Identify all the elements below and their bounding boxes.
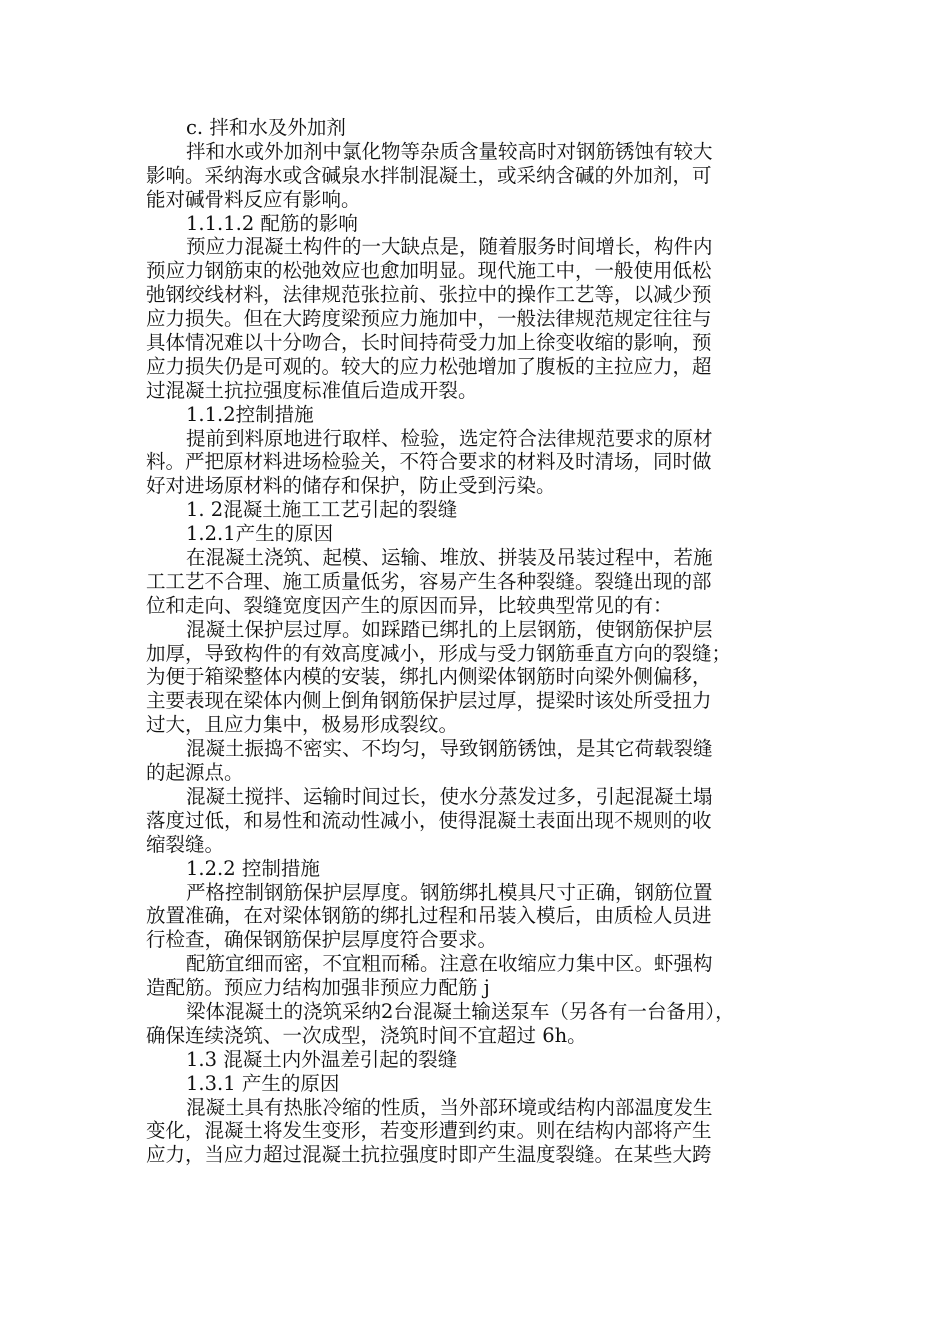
text-line: 拌和水或外加剂中氯化物等杂质含量较高时对钢筋锈蚀有较大 [186, 139, 713, 163]
text-line: 严格控制钢筋保护层厚度。钢筋绑扎模具尺寸正确，钢筋位置 [186, 880, 713, 904]
text-line: 料。严把原材料进场检验关，不符合要求的材料及时清场，同时做 [146, 450, 712, 474]
text-line: 提前到料原地进行取样、检验，选定符合法律规范要求的原材 [186, 426, 713, 450]
text-line: 位和走向、裂缝宽度因产生的原因而异，比较典型常见的有： [146, 593, 673, 617]
text-line: 梁体混凝土的浇筑采纳2台混凝土输送泵车（另各有一台备用）， [186, 999, 735, 1023]
text-line: 预应力钢筋束的松弛效应也愈加明显。现代施工中，一般使用低松 [146, 259, 712, 283]
text-line: 在混凝土浇筑、起模、运输、堆放、拼装及吊装过程中，若施 [186, 546, 713, 570]
text-line: 确保连续浇筑、一次成型，浇筑时间不宜超过 6h。 [146, 1023, 587, 1047]
text-line: 应力，当应力超过混凝土抗拉强度时即产生温度裂缝。在某些大跨 [146, 1143, 712, 1167]
text-line: 混凝土保护层过厚。如踩踏已绑扎的上层钢筋，使钢筋保护层 [186, 617, 713, 641]
text-line: 主要表现在梁体内侧上倒角钢筋保护层过厚，提梁时该处所受扭力 [146, 689, 712, 713]
text-line: 能对碱骨料反应有影响。 [146, 187, 361, 211]
document-body [146, 116, 806, 1167]
text-line: 1.2.1产生的原因 [186, 522, 334, 546]
text-line: 1.1.2控制措施 [186, 402, 314, 426]
text-line: c. 拌和水及外加剂 [186, 116, 346, 139]
text-line: 混凝土具有热胀冷缩的性质，当外部环境或结构内部温度发生 [186, 1095, 713, 1119]
text-line: 缩裂缝。 [146, 832, 225, 856]
text-line: 过大，且应力集中，极易形成裂纹。 [146, 713, 459, 737]
text-line: 混凝土搅拌、运输时间过长，使水分蒸发过多，引起混凝土塌 [186, 784, 713, 808]
text-line: 加厚，导致构件的有效高度减小，形成与受力钢筋垂直方向的裂缝； [146, 641, 732, 665]
text-line: 1.2.2 控制措施 [186, 856, 320, 880]
text-line: 混凝土振捣不密实、不均匀，导致钢筋锈蚀，是其它荷载裂缝 [186, 737, 713, 761]
text-line: 为便于箱梁整体内模的安装，绑扎内侧梁体钢筋时向梁外侧偏移， [146, 665, 712, 689]
text-line: 影响。采纳海水或含碱泉水拌制混凝土，或采纳含碱的外加剂，可 [146, 163, 712, 187]
text-line: 好对进场原材料的储存和保护，防止受到污染。 [146, 474, 556, 498]
text-line: 1.3.1 产生的原因 [186, 1071, 340, 1095]
text-line: 过混凝土抗拉强度标准值后造成开裂。 [146, 378, 478, 402]
text-line: 预应力混凝土构件的一大缺点是，随着服务时间增长，构件内 [186, 235, 713, 259]
text-line: 造配筋。预应力结构加强非预应力配筋 j [146, 976, 490, 1000]
text-line: 1.1.1.2 配筋的影响 [186, 211, 358, 235]
text-line: 1.3 混凝土内外温差引起的裂缝 [186, 1047, 458, 1071]
text-line: 应力损失。但在大跨度梁预应力施加中，一般法律规范规定往往与 [146, 307, 712, 331]
text-line: 1. 2混凝土施工工艺引起的裂缝 [186, 498, 458, 522]
text-line: 变化，混凝土将发生变形，若变形遭到约束。则在结构内部将产生 [146, 1119, 712, 1143]
text-line: 工工艺不合理、施工质量低劣，容易产生各种裂缝。裂缝出现的部 [146, 569, 712, 593]
text-line: 弛钢绞线材料，法律规范张拉前、张拉中的操作工艺等，以减少预 [146, 283, 712, 307]
text-line: 应力损失仍是可观的。较大的应力松弛增加了腹板的主拉应力，超 [146, 354, 712, 378]
text-line: 行检查，确保钢筋保护层厚度符合要求。 [146, 928, 498, 952]
text-line: 的起源点。 [146, 761, 244, 785]
text-line: 放置准确，在对梁体钢筋的绑扎过程和吊装入模后，由质检人员进 [146, 904, 712, 928]
text-line: 配筋宜细而密，不宜粗而稀。注意在收缩应力集中区。虾强构 [186, 952, 713, 976]
text-line: 落度过低，和易性和流动性减小，使得混凝土表面出现不规则的收 [146, 808, 712, 832]
text-line: 具体情况难以十分吻合，长时间持荷受力加上徐变收缩的影响，预 [146, 331, 712, 355]
